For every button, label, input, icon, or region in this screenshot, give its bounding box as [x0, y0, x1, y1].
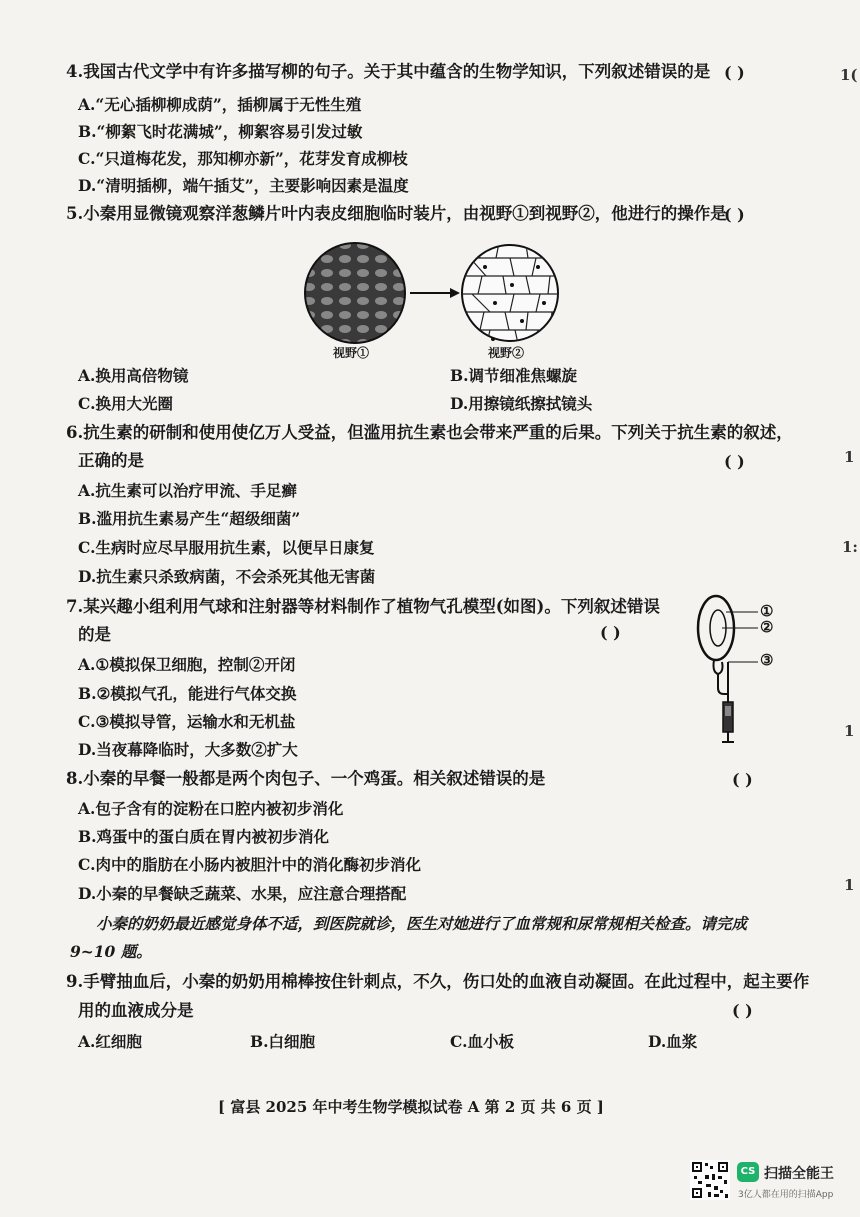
q7-option-d: D.当夜幕降临时，大多数②扩大 [78, 740, 298, 759]
q9-stem-line1: 9.手臂抽血后，小秦的奶奶用棉棒按住针刺点，不久，伤口处的血液自动凝固。在此过程中，起主要作 [66, 972, 810, 991]
q5-view2-label: 视野② [488, 346, 525, 360]
q5-stem: 5.小秦用显微镜观察洋葱鳞片叶内表皮细胞临时装片，由视野①到视野②，他进行的操作是 [66, 204, 727, 223]
q6-stem-line1: 6.抗生素的研制和使用使亿万人受益，但滥用抗生素也会带来严重的后果。下列关于抗生素的叙述， [66, 423, 793, 442]
q4-stem: 4.我国古代文学中有许多描写柳的句子。关于其中蕴含的生物学知识，下列叙述错误的是 [66, 62, 711, 81]
q9-option-d: D.血浆 [648, 1032, 698, 1051]
camscanner-logo-text: CS [740, 1166, 756, 1177]
q8-option-a: A.包子含有的淀粉在口腔内被初步消化 [78, 799, 344, 818]
q5-option-b: B.调节细准焦螺旋 [450, 366, 577, 385]
q7-answer-paren: ( ) [600, 623, 621, 642]
q8-option-d: D.小秦的早餐缺乏蔬菜、水果，应注意合理搭配 [78, 884, 407, 903]
q9-stem-line2: 用的血液成分是 [78, 1001, 194, 1020]
q6-option-d: D.抗生素只杀致病菌，不会杀死其他无害菌 [78, 567, 376, 586]
q4-option-b: B.“柳絮飞时花满城”，柳絮容易引发过敏 [78, 122, 363, 141]
q7-label-1: ① [760, 602, 774, 620]
q4-answer-paren: ( ) [724, 63, 745, 82]
q8-option-b: B.鸡蛋中的蛋白质在胃内被初步消化 [78, 827, 329, 846]
camscanner-logo-icon [737, 1162, 759, 1182]
q7-stem-line2: 的是 [78, 625, 111, 644]
q7-stem-line1: 7.某兴趣小组利用气球和注射器等材料制作了植物气孔模型(如图)。下列叙述错误 [66, 597, 660, 616]
edge-number-2: 1 [844, 448, 855, 466]
q9-answer-paren: ( ) [732, 1001, 753, 1020]
q9-10-intro-line1: 小秦的奶奶最近感觉身体不适，到医院就诊，医生对她进行了血常规和尿常规相关检查。请完成 [96, 914, 748, 933]
view1-circle [305, 243, 405, 343]
q9-10-intro-line2: 9~10 题。 [70, 942, 152, 961]
q4-option-d: D.“清明插柳，端午插艾”，主要影响因素是温度 [78, 176, 409, 195]
qr-code-icon [690, 1160, 730, 1200]
q7-stoma-model-figure [688, 590, 798, 750]
q8-stem: 8.小秦的早餐一般都是两个肉包子、一个鸡蛋。相关叙述错误的是 [66, 769, 546, 788]
q9-option-b: B.白细胞 [250, 1032, 315, 1051]
q7-label-2: ② [760, 618, 774, 636]
q4-option-c: C.“只道梅花发，那知柳亦新”，花芽发育成柳枝 [78, 149, 408, 168]
q7-option-c: C.③模拟导管，运输水和无机盐 [78, 712, 296, 731]
q6-option-a: A.抗生素可以治疗甲流、手足癣 [78, 481, 297, 500]
q8-option-c: C.肉中的脂肪在小肠内被胆汁中的消化酶初步消化 [78, 855, 421, 874]
q6-option-c: C.生病时应尽早服用抗生素，以便早日康复 [78, 538, 375, 557]
q7-label-3: ③ [760, 651, 774, 669]
scanner-subtitle: 3亿人都在用的扫描App [738, 1190, 834, 1200]
edge-number-4: 1 [844, 722, 855, 740]
scanner-title: 扫描全能王 [764, 1166, 834, 1182]
q9-option-c: C.血小板 [450, 1032, 514, 1051]
edge-number-5: 1 [844, 876, 855, 894]
q7-option-a: A.①模拟保卫细胞，控制②开闭 [78, 655, 296, 674]
q4-option-a: A.“无心插柳柳成荫”，插柳属于无性生殖 [78, 95, 362, 114]
q6-answer-paren: ( ) [724, 452, 745, 471]
q5-option-a: A.换用高倍物镜 [78, 366, 189, 385]
edge-number-3: 1: [842, 538, 858, 556]
page-footer: [ 富县 2025 年中考生物学模拟试卷 A 第 2 页 共 6 页 ] [218, 1098, 604, 1116]
q5-option-d: D.用擦镜纸擦拭镜头 [450, 394, 593, 413]
q7-option-b: B.②模拟气孔，能进行气体交换 [78, 684, 297, 703]
q5-microscope-views-figure [300, 238, 570, 358]
q6-option-b: B.滥用抗生素易产生“超级细菌” [78, 509, 301, 528]
edge-number-1: 1( [840, 66, 858, 84]
q5-option-c: C.换用大光圈 [78, 394, 173, 413]
q5-answer-paren: ( ) [724, 205, 745, 224]
q6-stem-line2: 正确的是 [78, 451, 144, 470]
q5-view1-label: 视野① [333, 346, 370, 360]
q9-option-a: A.红细胞 [78, 1032, 142, 1051]
q8-answer-paren: ( ) [732, 770, 753, 789]
